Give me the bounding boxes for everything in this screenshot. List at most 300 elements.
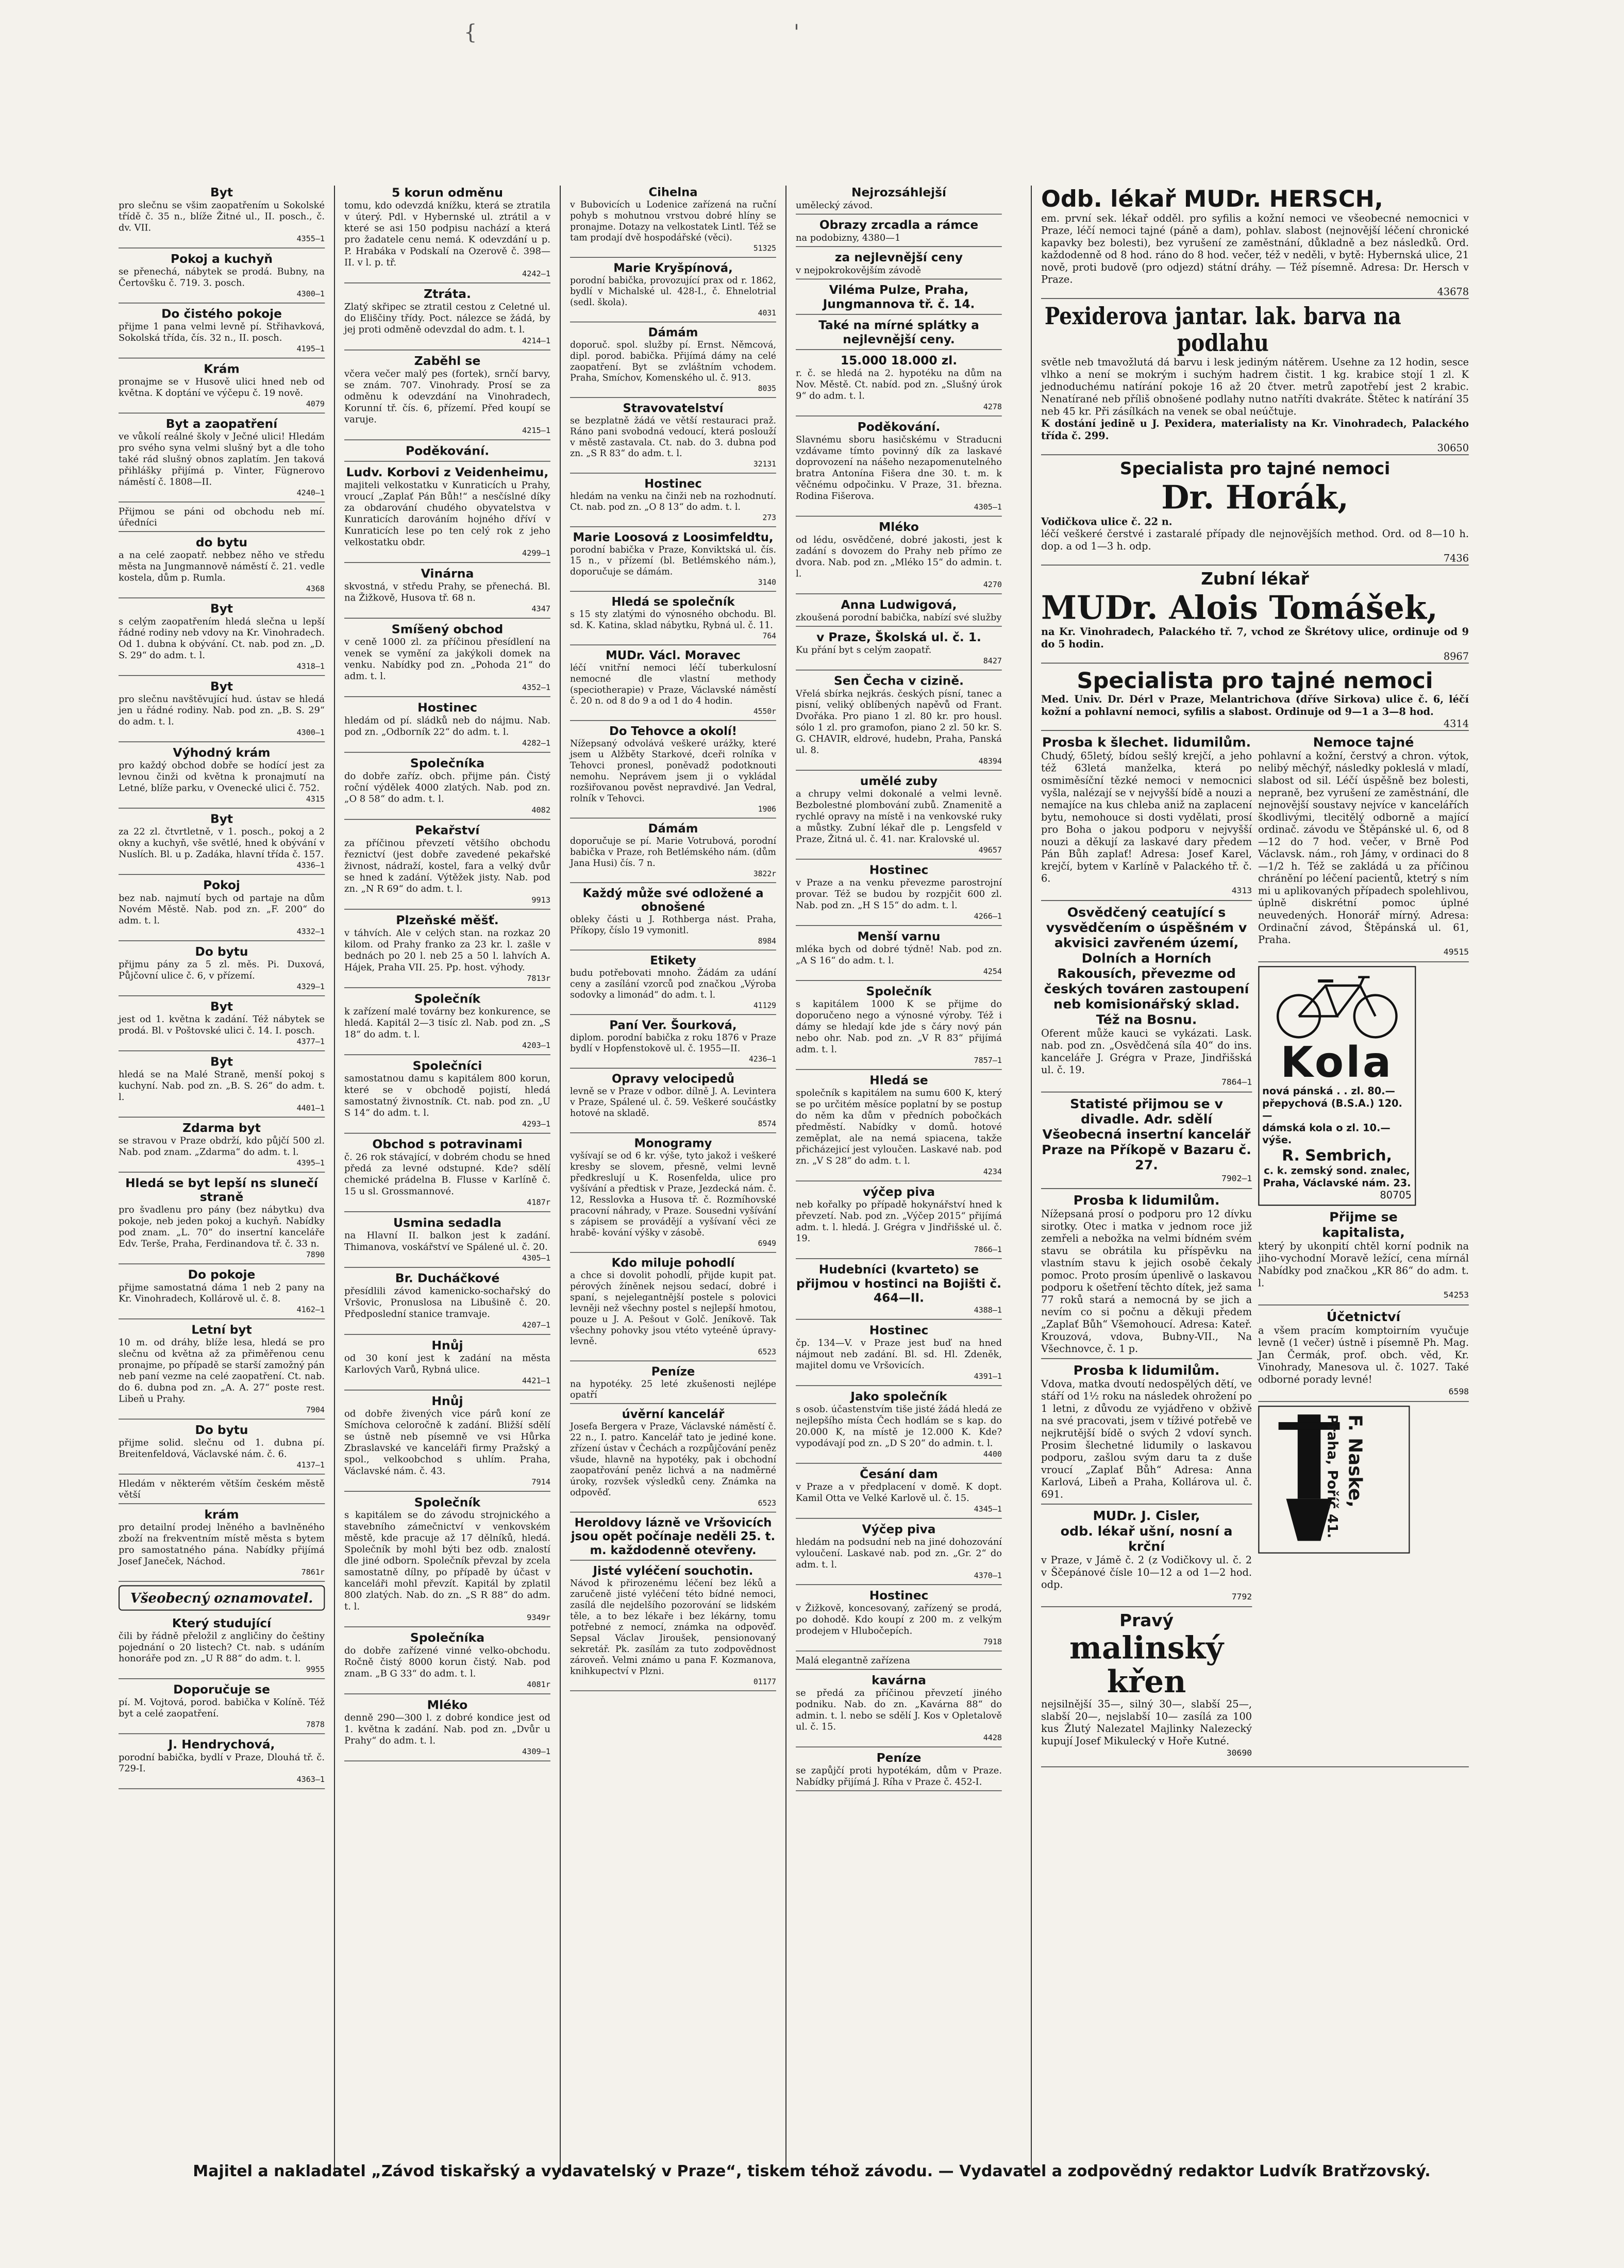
ad-item — [119, 746, 325, 809]
ad-text: v Praze, v Jámě č. 2 (z Vodičkovy ul. č. 2 v Ščepánové čísle 10—12 a od 1—2 hod. odp. — [1041, 1555, 1252, 1591]
ad-text: v nejpokrokovějším závodě — [796, 265, 922, 276]
ad-item — [796, 420, 1002, 517]
ad-code: 4162—1 — [296, 1305, 325, 1314]
ad-list — [119, 186, 325, 1582]
ad-item — [344, 287, 550, 351]
ad-code: 41129 — [753, 1002, 776, 1010]
ad-title: Nemoce tajné — [1313, 735, 1414, 751]
ad-code: 4214—1 — [522, 336, 550, 345]
ad-title: Dámám — [648, 325, 698, 340]
ad-code: 4031 — [758, 309, 776, 318]
ad-title: Kdo miluje pohodlí — [611, 1256, 735, 1270]
ad-title: Ztráta. — [424, 287, 471, 302]
ad-text: pohlavní a kožní, čerstvý a chron. výtok, nelibý měchýř, následky pokleslá v mladí, slabost od sil. Léčí úspěšně bez bolesti, nepraně, bez vyrušení ze zaměstnání, dle nejnovější soustavy nejvíce v kancelářích škodlivými, tlecitělý odborně a mající ordinač. závodu ve Štěpánské ul. 6, od 8—12 do 7 hod. večer, v Brně Pod Václavsk. nám., roh Jámy, v ordinaci do 8—1/2 h. Též se zakládá u za příčinou chránění po léčení pacientů, ktetrý s ním mi u aplikovaných případech spolehlivou, úplně diskrétní pomoc úplné neuvedených. Honorář mírný. Adresa: Ordinační závod, Štěpánská ul. 61, Praha. — [1258, 750, 1469, 946]
ad-title: Poděkování. — [405, 443, 490, 458]
ad-title: Hostinec — [869, 1323, 929, 1338]
ad-item — [570, 186, 776, 258]
ad-code: 4195—1 — [296, 344, 325, 354]
ad-title: F. Naske, — [1344, 1414, 1366, 1508]
ad-item — [570, 1137, 776, 1253]
ad-text: umělecký závod. — [796, 200, 873, 211]
ad-title: úvěrní kancelář — [622, 1407, 725, 1421]
ad-code: 4370—1 — [974, 1571, 1002, 1580]
ad-item — [796, 1589, 1002, 1652]
footer: Majitel a nakladatel „Závod tiskařský a vydavatelský v Praze“, tiskem téhož závodu. — Vydavatel a zodpovědný redaktor Ludvík Bratřzovský. — [193, 2162, 1431, 2180]
ad-text: Med. Univ. Dr. Dérl v Praze, Melantrichova (dříve Sirkova) ulice č. 6, léčí kožní a pohlavní nemoci, syfilis a slabost. Ordinuje od 9—1 a 3—8 hod. — [1041, 693, 1469, 718]
ad-hersch — [1041, 186, 1469, 299]
ad-title: Sen Čecha v cizině. — [833, 674, 964, 688]
ad-item — [344, 622, 550, 697]
ad-item — [344, 1631, 550, 1694]
ad-title: Nejrozsáhlejší — [851, 186, 946, 200]
ad-title: kapitalista, — [1322, 1225, 1405, 1241]
ad-code: 4309—1 — [522, 1747, 550, 1757]
ad-item — [796, 520, 1002, 594]
ad-title: Hostinec — [869, 863, 929, 877]
ad-code: 4314 — [1443, 718, 1469, 730]
ad-title: Hnůj — [431, 1338, 463, 1353]
ad-kren — [1041, 1611, 1252, 1762]
ad-code: 49515 — [1443, 947, 1469, 957]
ad-code: 4336—1 — [296, 861, 325, 870]
ad-title: Společníka — [410, 1630, 485, 1645]
ad-code: 51325 — [753, 244, 776, 253]
ad-title: Letní byt — [191, 1323, 252, 1337]
ad-item — [796, 1751, 1002, 1791]
ad-text: přijmu pány za 5 zl. měs. Pi. Duxová, Půjčovní ulice č. 6, v přízemí. — [119, 959, 325, 981]
ad-title: Hledá se — [869, 1073, 928, 1088]
ad-item — [119, 536, 325, 598]
ad-title: Jisté vyléčení souchotin. — [593, 1564, 754, 1578]
ad-text: budu potřebovati mnoho. Žádám za udání ceny a zasílání vzorců pod značkou „Výroba sodovky a limonád“ do adm. t. l. — [570, 968, 776, 1000]
ad-text: diplom. porodní babička z roku 1876 v Praze bydlí v Hopfenstokově ul. č. 1955—II. — [570, 1032, 776, 1054]
ad-text: pro každý obchod dobře se hodící jest za levnou činži od května k pronajmutí na Letné, blíže parku, v Ovenecké ulici č. 752. — [119, 760, 325, 794]
ad-code: 4300—1 — [296, 289, 325, 298]
ad-text: dámská kola o zl. 10.—výše. — [1262, 1122, 1391, 1146]
ad-title: Doporučuje se — [173, 1682, 270, 1697]
ad-text: léčí vnitřní nemoci léčí tuberkulosní nemocné dle vlastní methody (speciotherapie) v Praze, Václavské náměstí č. 20 n. od 8 do 9 a od 1 do 4 hodin. — [570, 662, 776, 706]
ad-text: čili by řádně přeložil z angličiny do češtiny pojednání o 20 listech? Ct. nab. s udáním honoráře pod zn. „U R 88“ do adm. t. l. — [119, 1630, 325, 1664]
ad-code: 4299—1 — [522, 549, 550, 558]
ad-code: 4345—1 — [974, 1505, 1002, 1514]
ad-text: Nížepsaný odvolává veškeré urážky, které jsem u Alžběty Starkové, dceři rolníka v Tehovci pronesl, poněvadž podotknouti nemohu. Neprávem jsem ji o vykládal rozšiřovanou pověst nepravdivé. Jan Vedral, rolník v Tehovci. — [570, 738, 776, 804]
ad-text: pronajme se v Husově ulici hned neb od května. K doptání ve výčepu č. 19 nově. — [119, 376, 325, 398]
ad-item — [344, 465, 550, 563]
column-5 — [1041, 186, 1469, 1771]
ad-text: zkoušená porodní babička, nabízí své služby — [796, 612, 1002, 623]
ad-text: Malá elegantně zařízena — [796, 1655, 911, 1666]
ad-item — [796, 674, 1002, 771]
ad-title: Byt a zaopatření — [165, 416, 278, 431]
ad-text: Hledám v některém větším českém městě větší — [119, 1478, 325, 1500]
ad-title: Obrazy zrcadla a rámce — [819, 218, 979, 232]
ad-title: Peníze — [651, 1364, 695, 1379]
ad-item — [119, 252, 325, 304]
ad-item — [119, 1121, 325, 1173]
ad-item — [570, 954, 776, 1015]
ad-title: Hostinec — [869, 1588, 929, 1603]
ad-item — [796, 354, 1002, 416]
ad-item — [570, 1516, 776, 1561]
ad-code: 7902—1 — [1221, 1174, 1252, 1184]
ad-text: Zlatý skřipec se ztratil cestou z Celetné ul. do Eliščiny třídy. Poct. nálezce se žádá, by jej proti odměně odevzdal do adm. t. l. — [344, 301, 550, 335]
ad-code: 6523 — [758, 1499, 776, 1508]
ad-osvedceny — [1041, 905, 1252, 1092]
ad-title: Prosba k lidumilům. — [1073, 1192, 1220, 1208]
ad-code: 4332—1 — [296, 927, 325, 937]
ad-item — [344, 823, 550, 909]
ad-title: Cihelna — [648, 186, 698, 199]
ad-text: obleky části u J. Rothberga nást. Praha, Příkopy, číslo 19 vymonitl. — [570, 914, 776, 936]
ad-text: pro švadlenu pro pány (bez nábytku) dva pokoje, neb jeden pokoj a kuchyň. Nabídky pod znam. „L. 70“ do insertní kanceláře Edv. Terše, Praha, Ferdinandova tř. č. 33 n. — [119, 1205, 325, 1249]
ad-item — [119, 1176, 325, 1264]
ad-title: Pokoj a kuchyň — [171, 252, 273, 266]
ad-text: od dobře živených vice párů koní ze Smíchova celoročně k zadání. Bližší sdělí se ústně neb písemně ve vsi Hůrka Zbraslavské ve kanceláři firmy Pražský a spol., velkoobchod s uhlím. Praha, Václavské nám. č. 43. — [344, 1408, 550, 1477]
ad-text: přesídlili závod kamenicko-sochařský do Vršovic, Pronuslosa na Libušině č. 20. Předposlední stanice tramvaje. — [344, 1286, 550, 1320]
ad-code: 4203—1 — [522, 1041, 550, 1050]
ad-item — [119, 1055, 325, 1118]
ad-code: 30650 — [1437, 442, 1469, 454]
ad-title: Také na mírné splátky a nejlevnější ceny. — [818, 318, 979, 347]
ad-code: 273 — [762, 513, 776, 523]
ad-text: jest od 1. května k zadání. Též nábytek se prodá. Bl. v Poštovské ulici č. 14. I. posch. — [119, 1014, 325, 1036]
ad-cisler — [1041, 1508, 1252, 1607]
ad-item — [796, 985, 1002, 1070]
ad-text: doporuč. spol. služby pí. Ernst. Němcová, dipl. porod. babička. Přijímá dámy na celé zaopatření. Byt se zvláštním vchodem. Praha, Smíchov, Komenského ul. č. 913. — [570, 340, 776, 383]
ad-text: který by ukonpití chtěl korní podnik na jiho-vychodní Moravě ležící, cena mírnál Nabídky pod značkou „KR 86“ do adm. t. l. — [1258, 1240, 1469, 1289]
ad-title: Byt — [210, 602, 233, 616]
ad-title: MUDr. J. Cisler, — [1093, 1508, 1200, 1524]
ad-code: 6523 — [758, 1347, 776, 1357]
ad-text: včera večer malý pes (fortek), srnčí barvy, se znám. 707. Vinohrady. Prosí se za odměnu k odevzdání na Vinohradech, Korunní tř. čís. 6, přízemí. Před koupí se varuje. — [344, 368, 550, 425]
ad-code: 32131 — [753, 460, 776, 469]
ad-item — [796, 1655, 1002, 1670]
ad-text: s kapitálem se do závodu strojnického a stavebního zámečnictví v venkovském městě, kde pracuje až 17 dělníků, hledá. Společník by mohl býti bez odb. znalostí dle jiné odborn. Společník převzal by zcela samostatně dílny, po případě by účast v kanceláři mohl převzít. Kapitál by zplatil 800 zlatých. Nab. do zn. „S R 88“ do adm. t. l. — [344, 1510, 550, 1612]
ad-code: 7904 — [306, 1406, 325, 1415]
ad-item — [796, 929, 1002, 981]
ad-horak — [1041, 459, 1469, 565]
ad-code: 7890 — [306, 1250, 325, 1260]
ad-pexider — [1041, 303, 1469, 455]
ad-text: neb kořalky po případě hokynářství hned k převzetí. Nab. pod zn. „Výčep 2015“ přijímá adm. t. l. hledá. J. Grégra v Jindřišské ul. č. 19. — [796, 1199, 1002, 1244]
ad-code: 8967 — [1443, 651, 1469, 662]
ad-item — [119, 362, 325, 413]
ad-text: přijme samostatná dáma 1 neb 2 pany na Kr. Vinohradech, Kollárově ul. č. 8. — [119, 1282, 325, 1304]
ad-text: přepychová (B.S.A.) 120.— — [1262, 1097, 1402, 1122]
ad-code: 4400 — [983, 1449, 1002, 1459]
ad-text: na hypotéky. 25 leté zkušenosti nejlépe opatří — [570, 1378, 776, 1400]
ad-item — [119, 999, 325, 1051]
ad-text: bez nab. najmutí bych od partaje na dům Novém Městě. Nab. pod zn. „F. 200“ do adm. t. l. — [119, 893, 325, 926]
ad-tomasek — [1041, 569, 1469, 663]
ad-item — [119, 1682, 325, 1734]
ad-text: hledá se na Malé Straně, menší pokoj s kuchyní. Nab. pod zn. „B. S. 26“ do adm. t. l. — [119, 1069, 325, 1103]
ad-text: na Hlavní II. balkon jest k zadání. Thimanova, voskářství ve Spálené ul. č. 20. — [344, 1230, 550, 1253]
ad-item — [344, 1215, 550, 1268]
ad-text: nová pánská . . zl. 80.— — [1262, 1085, 1395, 1097]
ad-code: 30690 — [1226, 1748, 1252, 1758]
ad-item — [570, 1256, 776, 1361]
ad-item — [796, 1323, 1002, 1386]
ad-title: Monogramy — [634, 1137, 712, 1150]
ad-title: Do bytu — [195, 1423, 248, 1437]
ad-title: Osvědčený ceatující s vysvědčením o úspěšném v akvisici zavřeném území, Dolních a Horních Rakousích, převezme od českých továren zastoupení neb komisionářský sklad. Též na Bosnu. — [1044, 905, 1249, 1028]
ad-text: s kapitálem 1000 K se přijme do doporučeno nego a výnosné výroby. Též i dámy se hledají kde jde s čáry nový pán nebo ohr. Nab. pod zn. „V R 83“ přijímá adm. t. l. — [796, 998, 1002, 1055]
ad-code: 4305—1 — [522, 1254, 550, 1263]
ad-code: 7813r — [527, 974, 550, 983]
ad-text: přijme 1 pana velmi levně pí. Střihavková, Sokolská třída, čís. 32 n., II. posch. — [119, 321, 325, 343]
ad-text: denně 290—300 l. z dobré kondice jest od 1. května k zadání. Nab. pod zn. „Dvůr u Prahy“ do adm. t. l. — [344, 1712, 550, 1746]
ad-nemoce — [1258, 735, 1469, 962]
ad-address: Praha, Poříč 41. — [1324, 1414, 1340, 1539]
ad-title: Hledá se společník — [611, 595, 735, 609]
ad-title: Výhodný krám — [173, 745, 271, 760]
ad-title: Peníze — [876, 1750, 922, 1765]
ad-text: do dobře zaříz. obch. přijme pán. Čistý roční výdělek 4000 zlatých. Nab. pod zn. „O 8 58“ do adm. t. l. — [344, 771, 550, 805]
ad-item — [570, 649, 776, 721]
ad-code: 4329—1 — [296, 982, 325, 991]
ad-title: krám — [204, 1507, 239, 1522]
ad-item — [570, 724, 776, 819]
ad-text: hledám od pí. sládků neb do nájmu. Nab. pod zn. „Odborník 22“ do adm. t. l. — [344, 715, 550, 738]
bicycle-icon — [1272, 970, 1402, 1039]
ad-title: v Praze, Školská ul. č. 1. — [816, 630, 981, 644]
ad-item — [119, 602, 325, 676]
ad-ucetnictvi — [1258, 1309, 1469, 1402]
ad-code: 4082 — [531, 806, 550, 815]
ad-item — [344, 1394, 550, 1492]
ad-title: Který studující — [172, 1616, 272, 1630]
ad-title: Účetnictví — [1326, 1309, 1401, 1325]
ad-title: Každý může své odložené a obnošené — [582, 886, 764, 914]
ad-title: Br. Ducháčkové — [395, 1271, 500, 1286]
ad-item — [796, 218, 1002, 247]
ad-pre: Zubní lékař — [1201, 569, 1309, 589]
ad-text: vyšívají se od 6 kr. výše, tyto jakož i veškeré kresby se slovem, přesně, velmi levně předkreslují u K. Rosenfelda, ulice pro vyšívání a předtisk v Praze, Jezdecká nám. č. 12, Resslovka a Husova tř. č. Rozmíhovské pracovní náhrady, v Praze. Sousedni vyšívání s zápisem se provádějí a vyšívaní věci ze hrabě- kování výšky v zásobě. — [570, 1150, 776, 1238]
ad-code: 4081r — [527, 1680, 550, 1690]
ad-title: MUDr. Václ. Moravec — [606, 648, 741, 663]
ad-item — [119, 1508, 325, 1582]
ad-item — [570, 477, 776, 527]
ad-code: 7918 — [983, 1637, 1002, 1647]
ad-item — [570, 402, 776, 474]
ad-title: 5 korun odměnu — [391, 186, 503, 200]
ad-text: čp. 134—V. v Praze jest buď na hned nájmout neb zadání. Bl. sd. Hl. Zdeněk, majitel domu ve Vršovicích. — [796, 1338, 1002, 1371]
ad-title: Hnůj — [431, 1394, 463, 1408]
ad-code: 7864—1 — [1221, 1077, 1252, 1087]
ad-title: Marie Loosová z Loosimfeldtu, — [573, 530, 774, 544]
ad-title: Vinárna — [421, 566, 474, 581]
ad-text: se bezplatně žádá ve větší restauraci praž. Ráno pani svobodná vedoucí, která poslouží v městě zastavala. Ct. nab. do 3. dubna pod zn. „S R 83“ do adm. t. l. — [570, 415, 776, 459]
ad-text: a na celé zaopatř. nebbez něho ve středu města na Jungmannově náměstí č. 21. vedle kostela, dům p. Rumla. — [119, 549, 325, 583]
ad-text: Návod k přirozenému léčení bez léků a zaručeně jisté vyléčení této bídné nemoci, zasílá dle nejdelšího pozorování se lidském těle, a to bez lékaře i bez lékárny, tomu potřebné z nemocí, známka na odpověď. Sepsal Václav Jiroušek, pensionovaný sekretář. Pk. zasílám za tuto zodpovědnost zároveň. Velmi známo u pana F. Kozmanova, knihkupectví v Plzni. — [570, 1578, 776, 1677]
ad-text: ve vůkolí reálné školy v Ječné ulici! Hledám pro svého syna velmi slušný byt a dle toho také rád slušný obnos zaplatím. Jen taková přihlášky přijímá p. Vinter, Fügnerovo náměstí č. 1808—II. — [119, 431, 325, 488]
ad-item — [570, 1564, 776, 1691]
ad-code: 4313 — [1231, 886, 1252, 896]
ad-title: J. Hendrychová, — [168, 1738, 275, 1752]
page-mark-2: ' — [794, 21, 799, 44]
ad-text: a chrupy velmi dokonalé a velmi levně. Bezbolestné plombování zubů. Znamenitě a rychlé opravy na místě i na venkovské ruky a můstky. Zubní lékař dle p. Lengsfeld v Praze, Žitná ul. č. 41. nar. Kralovské ul. — [796, 788, 1002, 845]
ad-code: 7861r — [301, 1567, 325, 1577]
ad-item — [570, 530, 776, 592]
ad-item — [119, 1423, 325, 1475]
ad-text: nejsilnější 35—, silný 30—, slabší 25—, slabší 20—, nejslabší 10— zasílá za 100 kus Žlutý Nalezatel Majlinky Nalezecký kupují Josef Mikulecký v Hoře Kutné. — [1041, 1698, 1252, 1747]
ad-list — [344, 186, 550, 1761]
ad-title: Statisté přijmou se v divadle. Adr. sdělí Všeobecná insertní kancelář Praze na Příkopě v Bazaru č. 27. — [1042, 1096, 1251, 1173]
ad-title: Hostinec — [644, 477, 702, 491]
ad-item — [344, 913, 550, 988]
ad-text: světle neb tmavožlutá dá barvu i lesk jediným nátěrem. Usehne za 12 hodin, sesce vlhko a není se mokrým i suchým hadrem čistit. 1 kg. krabice stojí 1 zl. K jednoduchému natírání pokoje 16 až 20 čtver. metrů zapotřebí jest 2 krabic. Nenatírané neb příliš obnošené podlahy nutno natříti dvakráte. Štětec k natírání 35 neb 45 kr. Při zásílkách na venek se obal neúčtuje. — [1041, 357, 1469, 418]
ad-item — [570, 822, 776, 883]
ad-code: 4270 — [983, 580, 1002, 590]
ad-text: v Praze a na venku převezme parostrojní provar. Též se budou by rozpjčit 600 zl. Nab. pod zn. „H S 15“ do adm. t. l. — [796, 877, 1002, 911]
column-2 — [344, 186, 550, 1765]
ad-title: Hudebníci (kvarteto) se přijmou v hostinci na Bojišti č. 464—II. — [796, 1262, 1002, 1305]
ad-list — [570, 186, 776, 1691]
ad-title: Opravy velocipedů — [611, 1072, 735, 1086]
ad-item — [796, 1673, 1002, 1747]
ad-title: Společník — [866, 984, 932, 999]
ad-code: 6949 — [758, 1239, 776, 1248]
ad-text: přijme solid. slečnu od 1. dubna pí. Breitenfeldová, Václavské nám. č. 6. — [119, 1437, 325, 1460]
ad-code: 4187r — [527, 1198, 550, 1207]
ad-item — [344, 566, 550, 619]
ad-text: od 30 koní jest k zadání na města Karlových Varů, Rybná ulice. — [344, 1353, 550, 1375]
ad-text: se předá za příčinou převzetí jiného podniku. Nab. do zn. „Kavárna 88“ do admin. t. l. nebo se sdělí J. Kos v Opletalově ul. č. 15. — [796, 1688, 1002, 1732]
ad-title: Společníci — [412, 1058, 482, 1073]
ad-code: 4391—1 — [974, 1372, 1002, 1381]
ad-title: Do čistého pokoje — [161, 307, 282, 321]
ad-title: Výčep piva — [862, 1522, 936, 1537]
ad-title: malinský křen — [1069, 1629, 1224, 1699]
ad-code: 8984 — [758, 937, 776, 946]
ad-text: levně se v Praze v odbor. dílně J. A. Levintera v Praze, Spálené ul. č. 59. Veškeré součástky hotové na skladě. — [570, 1086, 776, 1119]
ad-derr — [1041, 668, 1469, 731]
ad-item — [796, 774, 1002, 860]
ad-title: Prosba k lidumilům. — [1073, 1362, 1220, 1378]
ad-item — [570, 1365, 776, 1404]
ad-title: MUDr. Alois Tomášek, — [1041, 588, 1438, 627]
ad-text: majiteli velkostatku v Kunraticích u Prahy, vroucí „Zaplať Pán Bůh!“ a nesčíslné díky za obdarování chudého obyvatelstva v Kunraticích darováním hojného dříví v Kunraticích lese po ten celý rok z jeho velkostatku obdr. — [344, 479, 550, 548]
ad-item — [796, 283, 1002, 315]
ad-code: 80705 — [1380, 1190, 1412, 1202]
ad-text: Ku přání byt s celým zaopatř. — [796, 644, 932, 656]
ad-title: Společník — [414, 991, 481, 1006]
ad-code: 4352—1 — [522, 683, 550, 692]
ad-code: 7878 — [306, 1720, 325, 1729]
ad-code: 4300—1 — [296, 728, 325, 738]
ad-item — [344, 186, 550, 284]
ad-code: 6598 — [1448, 1387, 1469, 1397]
ad-item — [119, 1738, 325, 1789]
ad-item — [570, 261, 776, 323]
ad-title: Společník — [414, 1495, 481, 1510]
ad-title: Kola — [1280, 1038, 1394, 1087]
ad-title: 15.000 18.000 zl. — [840, 353, 958, 368]
ad-code: 8035 — [758, 384, 776, 393]
ad-title: Odb. lékař MUDr. HERSCH, — [1041, 186, 1383, 213]
ad-item — [344, 354, 550, 440]
ad-text: K dostání jedině u J. Pexidera, materialisty na Kr. Vinohradech, Palackého třída č. 299. — [1041, 418, 1469, 442]
ad-code: 9913 — [531, 895, 550, 905]
column-4 — [796, 186, 1002, 1795]
ad-code: 43678 — [1437, 286, 1469, 298]
ad-item — [344, 1495, 550, 1627]
ad-text: em. první sek. lékař odděl. pro syfilis a kožní nemoci ve všeobecné nemocnici v Praze, léčí nemoci tajné (páně a dam), pohlav. slabost (nejnovější léčení chronické kapavky bez bolesti), bez vyrušení ze zaměstnání, důkladně a bez následků. Ord. každodenně od 8 hod. ráno do 8 hod. večer, též v neděli, v bytě: Hybernská ulice, 21 nově, proti budově (pro odjezd) státní dráhy. — Též písemně. Adresa: Dr. Hersch v Praze. — [1041, 212, 1469, 286]
ad-text: se stravou v Praze obdrží, kdo půjčí 500 zl. Nab. pod znam. „Zdarma“ do adm. t. l. — [119, 1135, 325, 1158]
ad-title: Smíšený obchod — [391, 622, 504, 637]
ad-title: Byt — [210, 812, 233, 826]
ad-text: Vdova, matka dvoutí nedospělých dětí, ve stáří od 1½ roku na následek ohrožení po 1 letni, z důvodu ze vyjádřeno v obživě na své pracovati, jsem v tíživé potřebě ve nejkrutější bídě o svých 2 vdoví synch. Prosim šlechetné lidumily o laskavou podporu, zašlou svým daru ta z duše vroucí „Zaplať Bůh“ Adresa: Anna Karlová, Libeň a Praha, Kollárova ul. č. 691. — [1041, 1378, 1252, 1500]
ad-text: od lédu, osvědčené, dobré jakosti, jest k zadání s dovozem do Prahy neb přímo ze dvora. Nab. pod zn. „Mléko 15“ do admin. t. l. — [796, 535, 1002, 579]
ad-title: Obchod s potravinami — [372, 1137, 523, 1152]
ad-text: s celým zaopatřením hledá slečna u lepší řádné rodiny neb vdovy na Kr. Vinohradech. Od 1. dubna k obývání. Ct. nab. pod zn. „D. S. 29“ do adm. t. l. — [119, 616, 325, 661]
ad-item — [796, 318, 1002, 350]
ad-name: R. Sembrich, — [1282, 1146, 1392, 1164]
column-rule — [334, 186, 335, 2173]
ad-title: Mléko — [427, 1697, 468, 1712]
ad-code: 4401—1 — [296, 1104, 325, 1113]
ad-text: se zapůjčí proti hypotékám, dům v Praze. Nabídky přijímá J. Ríha v Praze č. 452-I. — [796, 1765, 1002, 1788]
ad-text: porodní babička v Praze, Konviktská ul. čís. 15 n., v přízemí (bl. Betlémského nám.), doporučuje se dámám. — [570, 544, 776, 577]
ad-title: Anna Ludwigová, — [841, 597, 957, 612]
ad-text: pro slečnu se všim zaopatřením u Sokolské třídě č. 35 n., blíže Žitné ul., II. posch., č. dv. VII. — [119, 200, 325, 234]
ad-item — [119, 1268, 325, 1320]
ad-item — [796, 1185, 1002, 1259]
ad-kola — [1258, 966, 1416, 1206]
ad-code: 4215—1 — [522, 426, 550, 436]
ad-text: Nížepsaná prosí o podporu pro 12 dívku sirotky. Otec i matka v jednom roce již zemřeli a nebožka na velmi bídném svém stavu se obrátila ku příspěvku na vlastním stavu k jejich osobě čekaly pomoc. Proto prosím úpenlivě o laskavou podporu k ošetření těchto dítek, jež sama 77 roků stará a nemocná by se jich a nevím co si počnu a děkuji předem „Zaplať Bůh“ Všemohoucí. Adresa: Kateř. Krouzová, vdova, Bubny-VII., Na Všechnovce, č. 1 p. — [1041, 1208, 1252, 1355]
ad-item — [119, 307, 325, 358]
ad-item — [344, 1137, 550, 1212]
ad-text: za příčinou převzetí většího obchodu řeznictví (jest dobře zavedené pekařské živnost, nádraží, kostel, fara a velký dvůr se hned k zadání. Výtěžek jisty. Nab. pod zn. „N R 69“ do adm. t. l. — [344, 838, 550, 894]
ad-item — [119, 945, 325, 996]
ad-code: 9349r — [527, 1613, 550, 1623]
ad-text: k zařízení malé továrny bez konkurence, se hledá. Kapitál 2—3 tisíc zl. Nab. pod zn. „S 18“ do adm. t. l. — [344, 1006, 550, 1040]
ad-title: Dámám — [648, 822, 698, 836]
ad-code: 01177 — [753, 1677, 776, 1687]
ad-item — [344, 1271, 550, 1335]
ad-item — [119, 878, 325, 941]
ad-title: Poděkování. — [857, 420, 941, 434]
ad-text: v Žižkově, koncesovaný, zařízený se prodá, po dohodě. Kdo koupí z 200 m. z velkým prodejem v Hlubočepích. — [796, 1603, 1002, 1637]
ad-text: v Bubovicích u Lodenice zařízená na ruční pohyb s mohutnou vrstvou dobré hlíny se pronajme. Dotazy na velkostatek Lintl. Též se tam prodají dvě hospodářské (věci). — [570, 199, 776, 243]
ad-pre: Přijme se — [1329, 1209, 1398, 1225]
right-half — [1258, 735, 1469, 1766]
ad-item — [119, 506, 325, 532]
ad-item — [796, 1262, 1002, 1320]
ad-code: 4240—1 — [296, 488, 325, 497]
ad-sub: odb. lékař ušní, nosní a krční — [1060, 1523, 1233, 1555]
ad-code: 4305—1 — [974, 503, 1002, 512]
ad-text: do dobře zařízené vinné velko-obchodu. Ročně čistý 8000 korun čistý. Nab. pod znam. „B G 33“ do adm. t. l. — [344, 1645, 550, 1679]
ad-title: Heroldovy lázně ve Vršovicích jsou opět počínaje neděli 25. t. m. každodenně otevřeny. — [571, 1515, 776, 1557]
ad-title: Ludv. Korbovi z Veidenheimu, — [346, 465, 549, 480]
ad-item — [570, 1072, 776, 1133]
ad-text: porodní babička, bydlí v Praze, Dlouhá tř. č. 729-I. — [119, 1752, 325, 1774]
ad-title: Společníka — [410, 756, 485, 771]
ad-title: Prosba k šlechet. lidumilům. — [1042, 735, 1251, 751]
ad-title: Plzeňské měšť. — [396, 913, 499, 928]
ad-code: 49657 — [978, 845, 1002, 855]
ad-title: Usmina sedadla — [393, 1215, 501, 1230]
ad-title: Specialista pro tajné nemoci — [1077, 667, 1433, 694]
ad-text: 10 m. od dráhy, blíže lesa, hledá se pro slečnu od května až za přiměřenou cenu pronajme, po případě se starší zamožný pán neb paní vezme na celé zaopatření. Ct. nab. do 6. dubna pod zn. „A. A. 27“ poste rest. Libeň u Prahy. — [119, 1337, 325, 1405]
ad-item — [796, 251, 1002, 279]
ad-code: 4368 — [306, 584, 325, 594]
ad-text: č. 26 rok stávající, v dobrém chodu se hned předá za levné odstupné. Kde? sdělí chemické prádelna B. Flusse v Karlíně č. 15 u sl. Grossmannové. — [344, 1152, 550, 1197]
ad-item — [796, 863, 1002, 926]
